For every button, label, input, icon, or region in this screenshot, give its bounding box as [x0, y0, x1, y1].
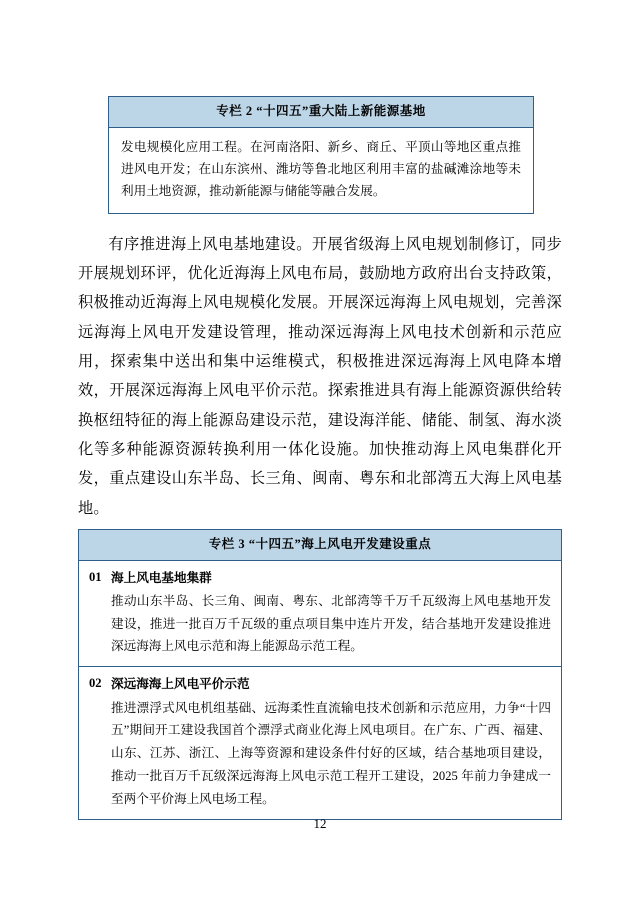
callout-box-3-title: 专栏 3 “十四五”海上风电开发建设重点 [79, 530, 561, 561]
callout-box-2 [108, 96, 534, 214]
body-paragraph: 有序推进海上风电基地建设。开展省级海上风电规划制修订，同步开展规划环评，优化近海海上风电布局，鼓励地方政府出台支持政策，积极推动近海海上风电规模化发展。开展深远海海上风电规划，完善深远海海上风电开发建设管理，推动深远海海上风电技术创新和示范应用，探索集中送出和集中运维模式，积极推进深远海海上风电降本增效，开展深远海海上风电平价示范。探索推进具有海上能源资源供给转换枢纽特征的海上能源岛建设示范，建设海洋能、储能、制氢、海水淡化等多种能源资源转换利用一体化设施。加快推动海上风电集群化开发，重点建设山东半岛、长三角、闽南、粤东和北部湾五大海上风电基地。 [78, 235, 562, 517]
callout-box-3-item [79, 561, 561, 667]
page-number: 12 [313, 816, 327, 831]
item-content [111, 674, 551, 815]
callout-box-3 [78, 529, 562, 820]
item-content [111, 568, 551, 663]
item-text: 推动山东半岛、长三角、闽南、粤东、北部湾等千万千瓦级海上风电基地开发建设，推进一批百万千瓦级的重点项目集中连片开发，结合基地开发建设推进深远海海上风电示范和海上能源岛示范工程。 [111, 593, 551, 654]
callout-box-2-body [109, 128, 533, 213]
item-number: 02 [89, 676, 102, 691]
item-heading: 海上风电基地集群 [111, 570, 212, 585]
page-content [78, 96, 562, 836]
callout-box-2-text: 发电规模化应用工程。在河南洛阳、新乡、商丘、平顶山等地区重点推进风电开发；在山东滨州、潍坊等鲁北地区利用丰富的盐碱滩涂地等未利用土地资源，推动新能源与储能等融合发展。 [121, 139, 521, 199]
item-text: 推进漂浮式风电机组基础、远海柔性直流输电技术创新和示范应用，力争“十四五”期间开工建设我国首个漂浮式商业化海上风电项目。在广东、广西、福建、山东、江苏、浙江、上海等资源和建设条件付好的区域，结合基地项目建设，推动一批百万千瓦级深远海海上风电示范工程开工建设，2025 年前力争建成一至两个平价海上风电场工程。 [111, 700, 551, 807]
item-heading: 深远海海上风电平价示范 [111, 677, 250, 692]
callout-box-2-title: 专栏 2 “十四五”重大陆上新能源基地 [109, 97, 533, 128]
item-number: 01 [89, 569, 102, 584]
callout-box-3-item [79, 667, 561, 819]
